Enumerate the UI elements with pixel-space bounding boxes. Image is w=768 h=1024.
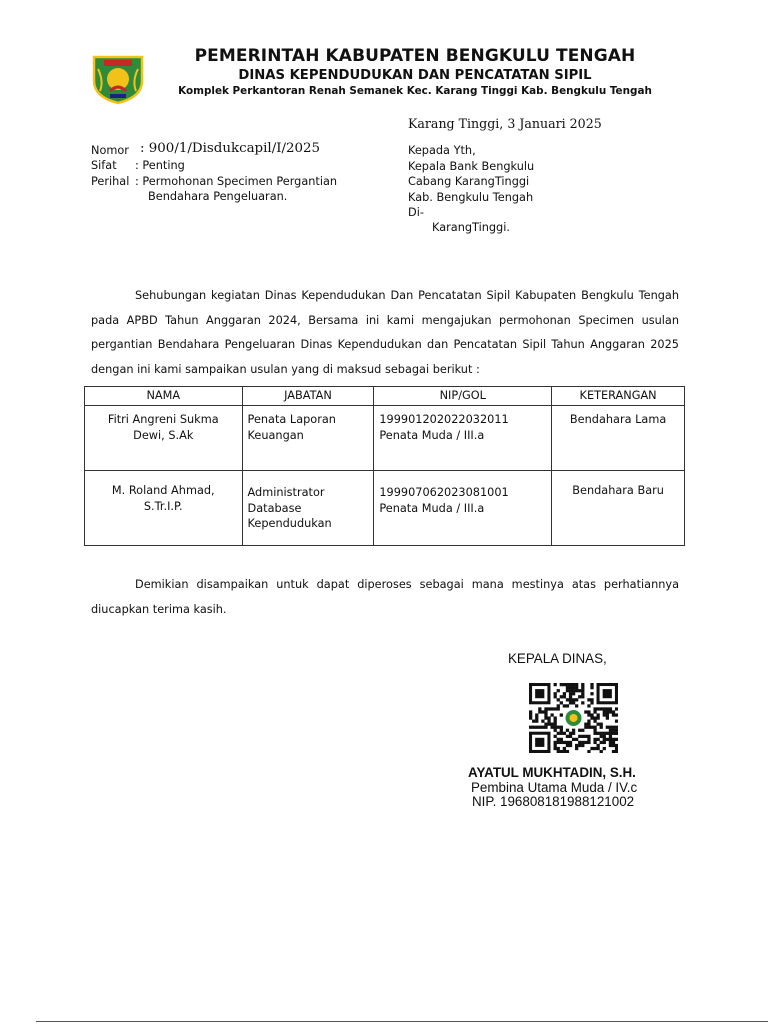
officer-table bbox=[84, 386, 685, 546]
jabatan-text: Keuangan bbox=[247, 428, 304, 442]
nomor-value: : 900/1/Disdukcapil/I/2025 bbox=[140, 141, 321, 156]
jabatan-text: Database bbox=[247, 501, 302, 515]
closing-paragraph: Demikian disampaikan untuk dapat diperoses sebagai mana mestinya atas perhatiannya diucapkan terima kasih. bbox=[91, 578, 679, 616]
recipient-line: Cabang KarangTinggi bbox=[408, 175, 530, 188]
letterhead-government: PEMERINTAH KABUPATEN BENGKULU TENGAH bbox=[194, 46, 636, 66]
jabatan-text: Administrator bbox=[247, 486, 325, 499]
nama-cell bbox=[85, 471, 243, 546]
sifat-value: : Penting bbox=[135, 159, 185, 172]
nip-text: 199907062023081001 bbox=[379, 486, 509, 499]
jabatan-cell bbox=[242, 406, 374, 471]
table-row bbox=[85, 406, 685, 471]
jabatan-cell bbox=[242, 471, 374, 546]
signatory-nip: NIP. 196808181988121002 bbox=[472, 794, 635, 809]
signatory-rank: Pembina Utama Muda / IV.c bbox=[471, 780, 638, 795]
column-header: NAMA bbox=[85, 387, 243, 406]
table-row bbox=[85, 471, 685, 546]
nip-text: 199901202022032011 bbox=[379, 413, 509, 426]
keterangan-cell: Bendahara Baru bbox=[552, 471, 685, 546]
nama-text: S.Tr.I.P. bbox=[143, 499, 183, 513]
place-date: Karang Tinggi, 3 Januari 2025 bbox=[408, 116, 602, 131]
perihal-value: : Permohonan Specimen Pergantian bbox=[135, 175, 338, 188]
body-paragraph: Sehubungan kegiatan Dinas Kependudukan Dan Pencatatan Sipil Kabupaten Bengkulu Tengah pada APBD Tahun Anggaran 2024, Bersama ini kami mengajukan permohonan Specimen usulan pergantian Bendahara Pengeluaran Dinas Kependudukan dan Pencatatan Sipil Tahun Anggaran 2025 dengan ini kami sampaikan usulan yang di maksud sebagai berikut : bbox=[91, 289, 679, 376]
keterangan-cell: Bendahara Lama bbox=[552, 406, 685, 471]
column-header: KETERANGAN bbox=[552, 387, 685, 406]
nip-cell bbox=[374, 406, 552, 471]
perihal-label: Perihal bbox=[91, 175, 130, 188]
qr-code-signature bbox=[529, 683, 618, 753]
jabatan-text: Penata Laporan bbox=[247, 413, 336, 426]
gol-text: Penata Muda / III.a bbox=[379, 428, 485, 442]
gol-text: Penata Muda / III.a bbox=[379, 501, 485, 515]
perihal-value-cont: Bendahara Pengeluaran. bbox=[148, 190, 288, 203]
recipient-city: KarangTinggi. bbox=[432, 221, 510, 234]
letterhead-agency: DINAS KEPENDUDUKAN DAN PENCATATAN SIPIL bbox=[238, 68, 592, 83]
jabatan-text: Kependudukan bbox=[247, 517, 332, 530]
column-header: NIP/GOL bbox=[374, 387, 552, 406]
regency-logo bbox=[90, 51, 146, 105]
recipient-line: Di- bbox=[408, 206, 424, 219]
recipient-line: Kab. Bengkulu Tengah bbox=[408, 190, 534, 204]
nama-text: Fitri Angreni Sukma bbox=[107, 413, 219, 426]
signatory-name: AYATUL MUKHTADIN, S.H. bbox=[468, 765, 636, 780]
recipient-line: Kepada Yth, bbox=[408, 144, 476, 157]
nomor-label: Nomor bbox=[91, 144, 129, 157]
signatory-title: KEPALA DINAS, bbox=[508, 651, 607, 666]
column-header: JABATAN bbox=[242, 387, 374, 406]
letterhead-address: Komplek Perkantoran Renah Semanek Kec. Karang Tinggi Kab. Bengkulu Tengah bbox=[178, 85, 652, 97]
sifat-label: Sifat bbox=[91, 159, 117, 172]
recipient-block bbox=[408, 143, 534, 221]
nip-cell bbox=[374, 471, 552, 546]
nama-text: Dewi, S.Ak bbox=[133, 428, 194, 442]
table-header-row bbox=[85, 387, 685, 406]
nama-cell bbox=[85, 406, 243, 471]
nama-text: M. Roland Ahmad, bbox=[111, 484, 215, 497]
recipient-line: Kepala Bank Bengkulu bbox=[408, 159, 535, 173]
page-bottom-rule bbox=[36, 1021, 768, 1022]
